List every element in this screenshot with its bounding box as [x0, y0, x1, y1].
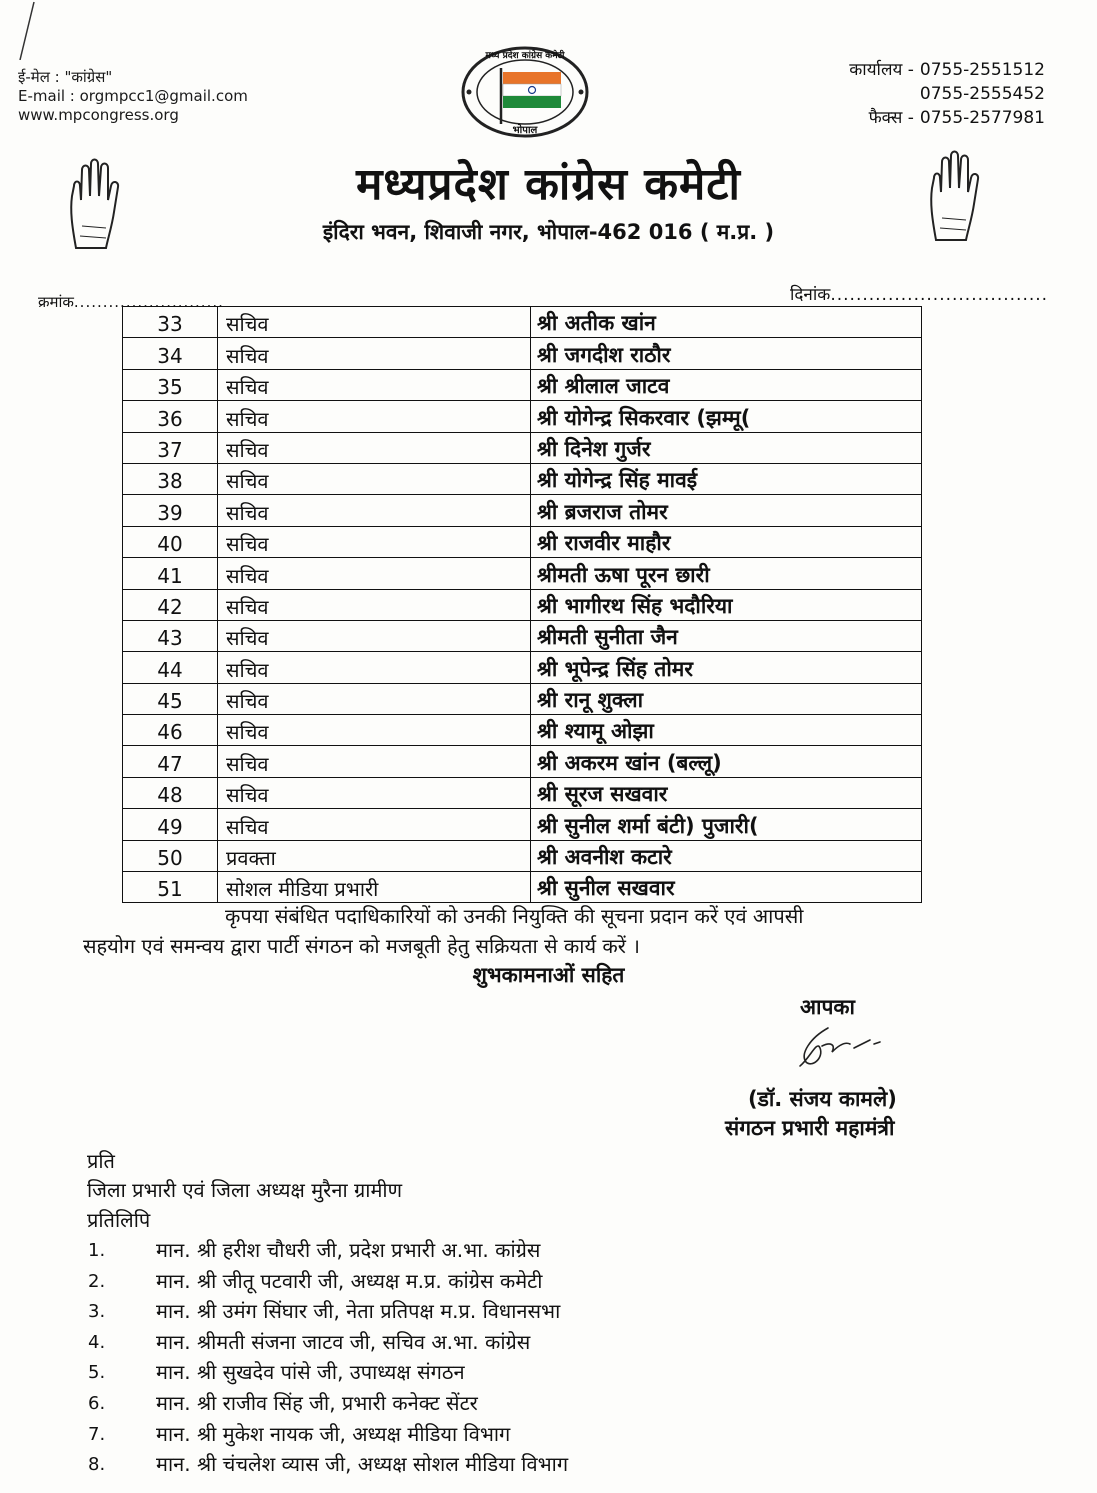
row-name: श्रीमती सुनीता जैन	[531, 620, 922, 651]
table-row	[123, 495, 922, 526]
row-number: 34	[123, 338, 218, 369]
list-item-number: 8.	[88, 1454, 106, 1476]
page-edge-mark	[0, 0, 40, 60]
row-post: सचिव	[218, 369, 531, 400]
row-number: 45	[123, 683, 218, 714]
row-post: सचिव	[218, 463, 531, 494]
row-post: सचिव	[218, 558, 531, 589]
list-item-number: 7.	[88, 1423, 106, 1445]
list-item-number: 6.	[88, 1392, 106, 1414]
row-number: 48	[123, 777, 218, 808]
row-number: 33	[123, 307, 218, 338]
fax-number: 0755-2577981	[919, 108, 1045, 128]
party-logo	[445, 42, 605, 142]
row-post: सचिव	[218, 620, 531, 651]
row-number: 39	[123, 495, 218, 526]
row-name: श्री ब्रजराज तोमर	[531, 495, 922, 526]
row-post: सचिव	[218, 746, 531, 777]
row-number: 35	[123, 369, 218, 400]
yours-label: आपका	[800, 995, 855, 1019]
row-name: श्री श्रीलाल जाटव	[531, 369, 922, 400]
table-row	[123, 307, 922, 338]
list-item-text: मान. श्री जीतू पटवारी जी, अध्यक्ष म.प्र. कांग्रेस कमेटी	[156, 1268, 543, 1293]
appointments-table-body	[123, 307, 922, 903]
list-item-text: मान. श्री सुखदेव पांसे जी, उपाध्यक्ष संगठन	[156, 1360, 465, 1385]
instruction-line-2: सहयोग एवं समन्वय द्वारा पार्टी संगठन को मजबूती हेतु सक्रियता से कार्य करें ।	[83, 934, 640, 958]
row-post: सचिव	[218, 495, 531, 526]
row-number: 46	[123, 715, 218, 746]
list-item-text: मान. श्री उमंग सिंघार जी, नेता प्रतिपक्ष म.प्र. विधानसभा	[156, 1299, 561, 1324]
table-row	[123, 620, 922, 651]
organization-title: मध्यप्रदेश कांग्रेस कमेटी	[356, 159, 741, 210]
list-item-number: 4.	[88, 1331, 106, 1353]
table-row	[123, 746, 922, 777]
table-row	[123, 840, 922, 871]
row-post: सचिव	[218, 715, 531, 746]
reference-number-line: क्रमांक..........................	[38, 293, 224, 311]
list-item-text: मान. श्री राजीव सिंह जी, प्रभारी कनेक्ट सेंटर	[156, 1390, 478, 1415]
row-name: श्री योगेन्द्र सिंह मावई	[531, 463, 922, 494]
list-item-text: मान. श्री चंचलेश व्यास जी, अध्यक्ष सोशल मीडिया विभाग	[156, 1452, 569, 1477]
row-name: श्री भागीरथ सिंह भदौरिया	[531, 589, 922, 620]
table-row	[123, 401, 922, 432]
row-post: सचिव	[218, 432, 531, 463]
row-number: 49	[123, 809, 218, 840]
row-post: सचिव	[218, 652, 531, 683]
row-number: 37	[123, 432, 218, 463]
table-row	[123, 715, 922, 746]
hand-symbol-icon	[922, 148, 992, 248]
table-row	[123, 526, 922, 557]
row-number: 40	[123, 526, 218, 557]
table-row	[123, 338, 922, 369]
row-post: सचिव	[218, 809, 531, 840]
list-item-number: 5.	[88, 1362, 106, 1384]
row-name: श्री राजवीर माहौर	[531, 526, 922, 557]
contact-phone-block	[849, 58, 1045, 130]
list-item-number: 3.	[88, 1301, 106, 1323]
row-post: सचिव	[218, 589, 531, 620]
fax-label: फैक्स -	[868, 108, 914, 128]
row-number: 38	[123, 463, 218, 494]
logo-bottom-text: भोपाल	[512, 125, 538, 136]
list-item-text: मान. श्री हरीश चौधरी जी, प्रदेश प्रभारी अ.भा. कांग्रेस	[156, 1238, 541, 1262]
row-number: 47	[123, 746, 218, 777]
office-label: कार्यालय -	[849, 60, 914, 80]
row-post: सचिव	[218, 307, 531, 338]
list-item-text: मान. श्रीमती संजना जाटव जी, सचिव अ.भा. कांग्रेस	[156, 1329, 531, 1354]
instruction-line-1: कृपया संबंधित पदाधिकारियों को उनकी नियुक्ति की सूचना प्रदान करें एवं आपसी	[225, 904, 804, 928]
row-name: श्री सूरज सखवार	[531, 777, 922, 808]
date-line: दिनांक..................................	[790, 285, 1049, 305]
signature-image	[770, 1018, 910, 1078]
row-number: 36	[123, 401, 218, 432]
to-label: प्रति	[87, 1149, 115, 1173]
row-number: 42	[123, 589, 218, 620]
row-name: श्री जगदीश राठौर	[531, 338, 922, 369]
table-row	[123, 558, 922, 589]
table-row	[123, 809, 922, 840]
table-row	[123, 872, 922, 903]
contact-email-block	[18, 68, 248, 125]
row-post: सोशल मीडिया प्रभारी	[218, 872, 531, 903]
row-name: श्री श्यामू ओझा	[531, 715, 922, 746]
row-name: श्री योगेन्द्र सिकरवार (झम्मू(	[531, 401, 922, 432]
table-row	[123, 683, 922, 714]
list-item-number: 2.	[88, 1270, 106, 1292]
reference-label: क्रमांक	[38, 293, 74, 311]
row-post: प्रवक्ता	[218, 840, 531, 871]
table-row	[123, 463, 922, 494]
website: www.mpcongress.org	[18, 106, 179, 124]
appointments-table	[122, 306, 922, 903]
row-post: सचिव	[218, 401, 531, 432]
row-name: श्री अवनीश कटारे	[531, 840, 922, 871]
email-address: E-mail : orgmpcc1@gmail.com	[18, 87, 248, 105]
signer-name: (डॉ. संजय कामले)	[748, 1087, 897, 1111]
list-item-number: 1.	[88, 1240, 106, 1261]
date-label: दिनांक	[790, 285, 831, 305]
office-phone-1: 0755-2551512	[919, 60, 1045, 80]
signer-designation: संगठन प्रभारी महामंत्री	[725, 1116, 895, 1140]
greeting: शुभकामनाओं सहित	[472, 963, 625, 987]
table-row	[123, 652, 922, 683]
organization-address: इंदिरा भवन, शिवाजी नगर, भोपाल-462 016 ( म.प्र. )	[322, 220, 775, 244]
row-post: सचिव	[218, 526, 531, 557]
table-row	[123, 589, 922, 620]
row-number: 44	[123, 652, 218, 683]
row-number: 43	[123, 620, 218, 651]
logo-top-text: मध्य प्रदेश कांग्रेस कमेटी	[485, 51, 565, 61]
to-recipient: जिला प्रभारी एवं जिला अध्यक्ष मुरैना ग्रामीण	[87, 1178, 403, 1202]
row-name: श्री अतीक खांन	[531, 307, 922, 338]
table-row	[123, 369, 922, 400]
row-post: सचिव	[218, 777, 531, 808]
row-number: 41	[123, 558, 218, 589]
email-hindi: ई-मेल : "कांग्रेस"	[18, 68, 113, 86]
row-number: 50	[123, 840, 218, 871]
row-name: श्री दिनेश गुर्जर	[531, 432, 922, 463]
row-post: सचिव	[218, 338, 531, 369]
row-number: 51	[123, 872, 218, 903]
table-row	[123, 432, 922, 463]
row-name: श्री अकरम खांन (बल्लू)	[531, 746, 922, 777]
row-name: श्री सुनील सखवार	[531, 872, 922, 903]
table-row	[123, 777, 922, 808]
row-name: श्री भूपेन्द्र सिंह तोमर	[531, 652, 922, 683]
row-name: श्रीमती ऊषा पूरन छारी	[531, 558, 922, 589]
cc-label: प्रतिलिपि	[87, 1208, 151, 1232]
office-phone-2: 0755-2555452	[919, 84, 1045, 104]
row-post: सचिव	[218, 683, 531, 714]
list-item-text: मान. श्री मुकेश नायक जी, अध्यक्ष मीडिया विभाग	[156, 1421, 511, 1446]
row-name: श्री सुनील शर्मा बंटी) पुजारी(	[531, 809, 922, 840]
row-name: श्री रानू शुक्ला	[531, 683, 922, 714]
